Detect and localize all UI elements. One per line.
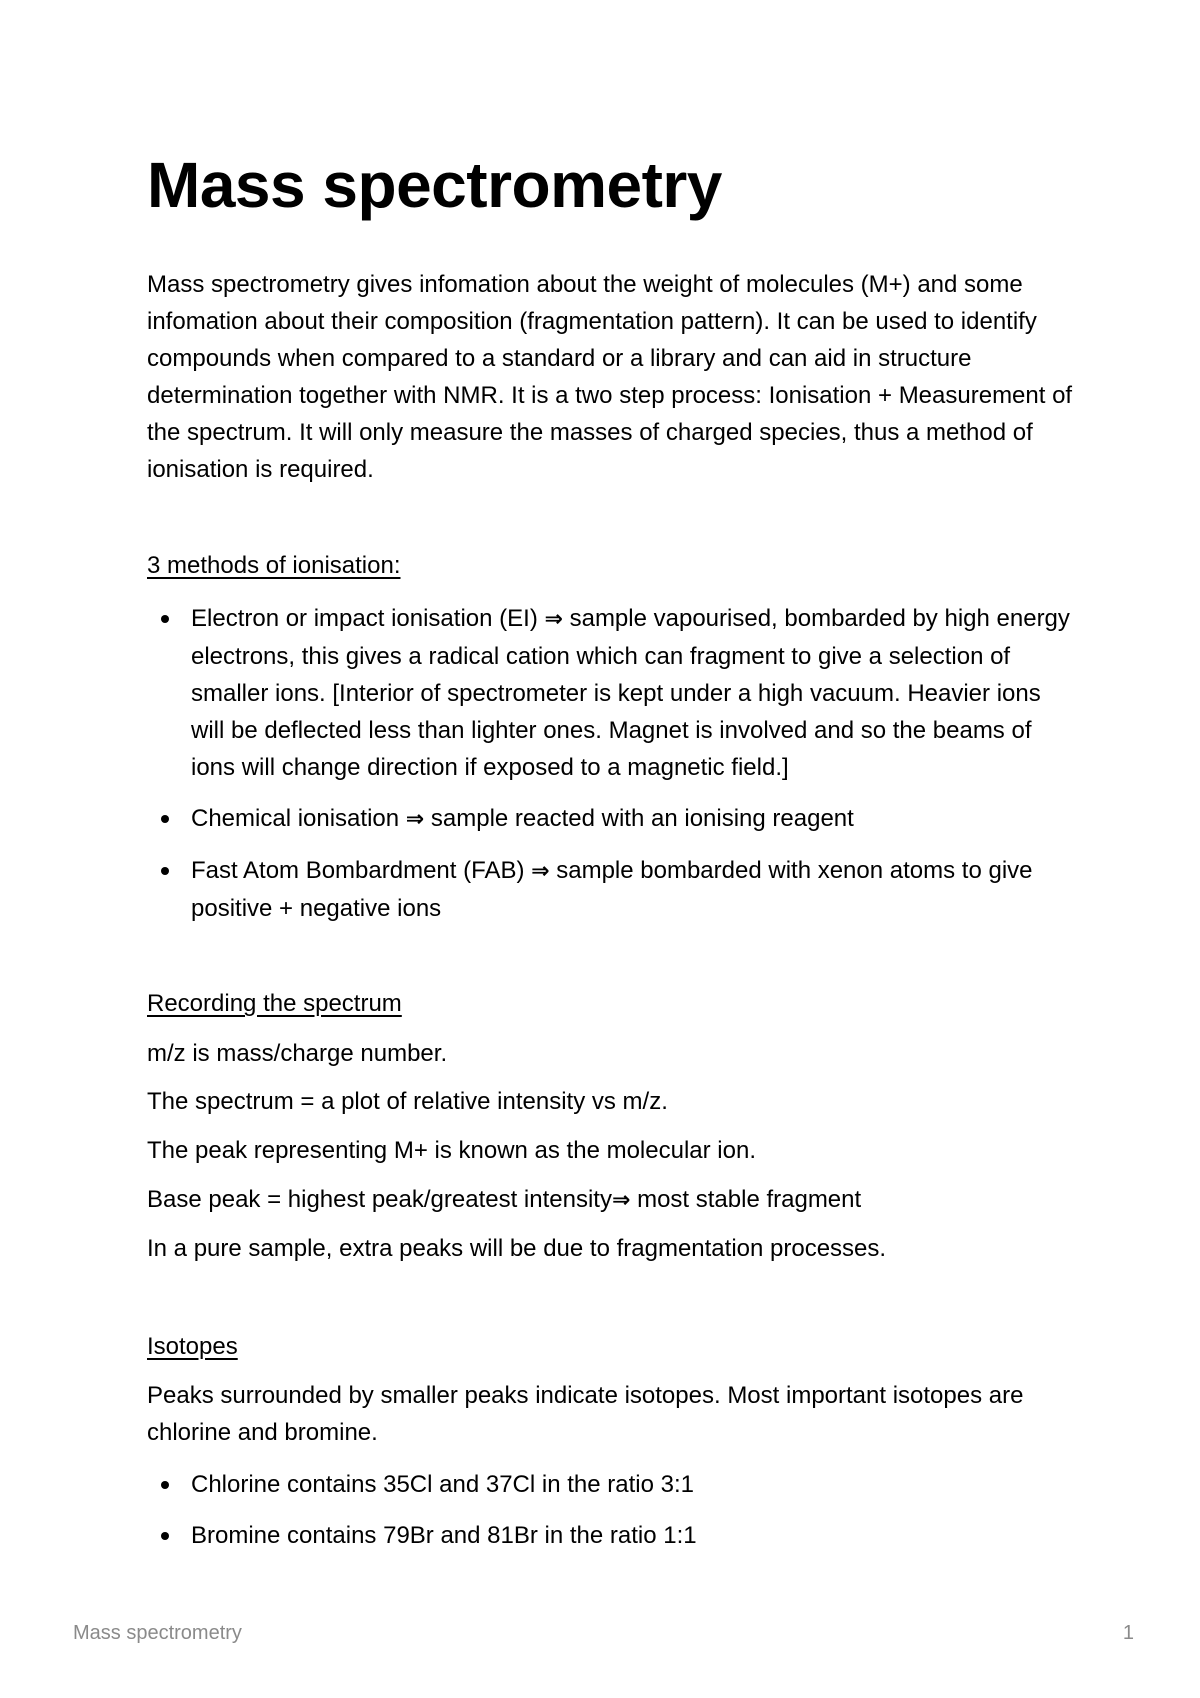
page-title: Mass spectrometry <box>147 149 722 221</box>
method-description: sample reacted with an ionising reagent <box>430 805 854 832</box>
list-item <box>147 1466 1077 1503</box>
methods-heading: 3 methods of ionisation: <box>147 552 401 579</box>
method-description: sample bombarded with xenon atoms to give positive + negative ions <box>191 857 1033 922</box>
right-double-arrow-icon: ⇒ <box>544 607 563 632</box>
recording-line-base-peak <box>147 1181 861 1219</box>
list-item <box>147 600 1077 786</box>
isotope-bromine: Bromine contains 79Br and 81Br in the ratio 1:1 <box>191 1522 697 1549</box>
list-item <box>147 800 1077 838</box>
right-double-arrow-icon: ⇒ <box>611 1188 631 1213</box>
method-lead: Fast Atom Bombardment (FAB) <box>191 857 525 884</box>
bullet-icon <box>161 1532 169 1540</box>
isotopes-list <box>147 1466 1077 1554</box>
bullet-icon <box>161 867 169 875</box>
method-lead: Chemical ionisation <box>191 805 400 832</box>
recording-line-spectrum: The spectrum = a plot of relative intensity vs m/z. <box>147 1088 668 1115</box>
methods-list <box>147 600 1077 927</box>
list-item <box>147 852 1077 927</box>
bullet-icon <box>161 1481 169 1489</box>
base-peak-lead: Base peak = highest peak/greatest intensity <box>147 1186 612 1213</box>
bullet-icon <box>161 615 169 623</box>
recording-heading: Recording the spectrum <box>147 990 402 1017</box>
bullet-icon <box>161 815 169 823</box>
method-description: sample vapourised, bombarded by high energy electrons, this gives a radical cation which can fragment to give a selection of smaller ions. [Interior of spectrometer is kept under a high vacuum. Heavier ions will be deflected less than lighter ones. Magnet is involved and so the beams of ions will change direction if exposed to a magnetic field.] <box>191 605 1070 781</box>
list-item <box>147 1517 1077 1554</box>
page-number: 1 <box>1122 1622 1134 1644</box>
right-double-arrow-icon: ⇒ <box>405 807 425 832</box>
right-double-arrow-icon: ⇒ <box>531 859 550 884</box>
isotopes-heading: Isotopes <box>147 1333 238 1360</box>
footer-title: Mass spectrometry <box>73 1622 242 1644</box>
intro-paragraph: Mass spectrometry gives infomation about the weight of molecules (M+) and some infomation about their composition (fragmentation pattern). It can be used to identify compounds when compared to a standard or a library and can aid in structure determination together with NMR. It is a two step process: Ionisation + Measurement of the spectrum. It will only measure the masses of charged species, thus a method of ionisation is required. <box>147 271 1073 483</box>
base-peak-rest: most stable fragment <box>630 1186 862 1213</box>
method-lead: Electron or impact ionisation (EI) <box>191 605 538 632</box>
recording-line-molecular-ion: The peak representing M+ is known as the molecular ion. <box>147 1137 756 1164</box>
isotope-chlorine: Chlorine contains 35Cl and 37Cl in the ratio 3:1 <box>191 1471 694 1498</box>
recording-line-mz: m/z is mass/charge number. <box>147 1040 448 1067</box>
recording-line-pure-sample: In a pure sample, extra peaks will be due to fragmentation processes. <box>147 1235 887 1262</box>
isotopes-paragraph: Peaks surrounded by smaller peaks indicate isotopes. Most important isotopes are chlorine and bromine. <box>147 1382 1024 1446</box>
